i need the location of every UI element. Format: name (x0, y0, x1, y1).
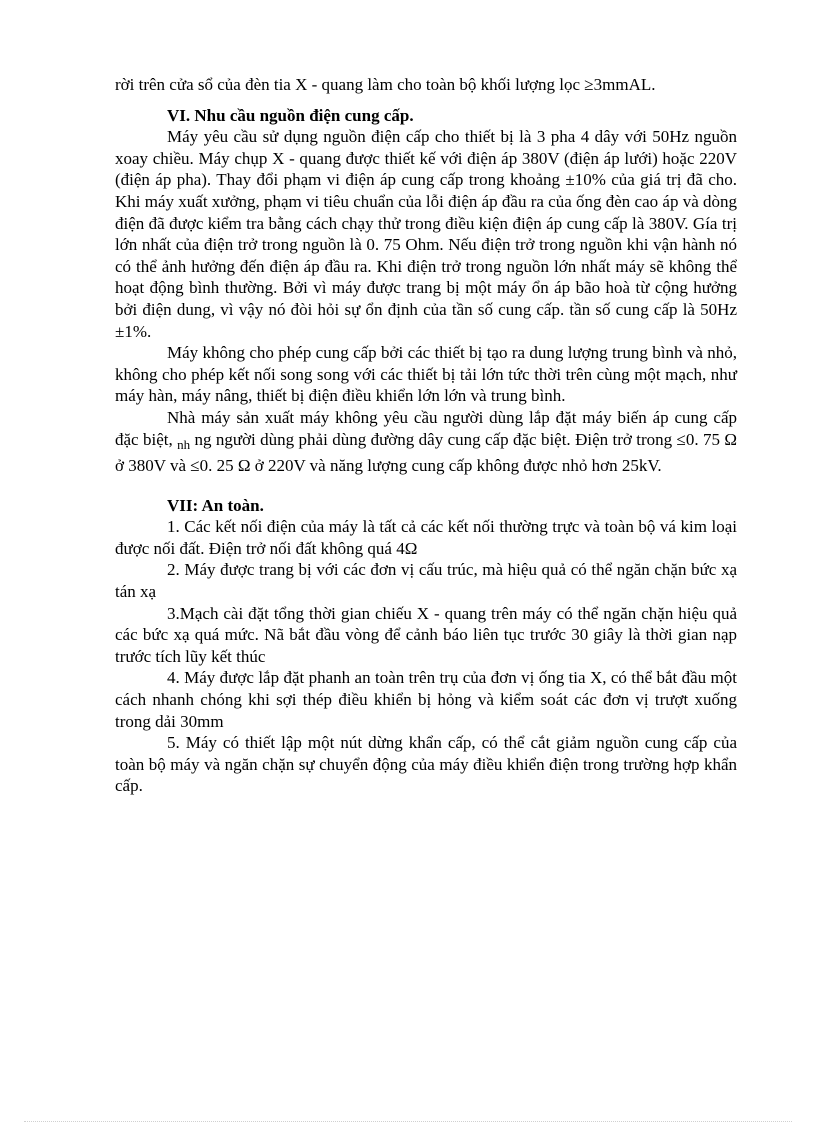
paragraph-3-text-a: Nhà máy sản xuất máy không yêu cầu người dùng lắp đặt máy biến áp cung cấp đặc biệt, (115, 407, 737, 449)
safety-item-4: 4. Máy được lắp đặt phanh an toàn trên trụ của đơn vị ống tia X, có thể bắt đầu một cách nhanh chóng khi sợi thép điều khiển bị hỏng và kiểm soát các đơn vị trượt xuống trong dải 30mm (115, 668, 737, 731)
safety-item-1: 1. Các kết nối điện của máy là tất cả các kết nối thường trực và toàn bộ vá kim loại được nối đất. Điện trở nối đất không quá 4Ω (115, 517, 737, 558)
safety-item-5: 5. Máy có thiết lập một nút dừng khẩn cấp, có thể cắt giảm nguồn cung cấp của toàn bộ máy và ngăn chặn sự chuyển động của máy điều khiển điện trong trường hợp khẩn cấp. (115, 733, 737, 796)
section-6-heading: VI. Nhu cầu nguồn điện cung cấp. (167, 105, 414, 125)
safety-item-3: 3.Mạch cài đặt tổng thời gian chiếu X - quang trên máy có thể ngăn chặn hiệu quả các bức xạ quá mức. Nã bắt đầu vòng để cảnh báo liên tục trước 30 giây là thời gian nạp trước tích lũy kết thúc (115, 603, 737, 666)
section-6-paragraph-2: Máy không cho phép cung cấp bởi các thiết bị tạo ra dung lượng trung bình và nhỏ, không cho phép kết nối song song với các thiết bị tải lớn tức thời trên cùng một mạch, như máy hàn, máy nâng, thiết bị điện điều khiển lớn lớn và trung bình. (115, 343, 737, 406)
safety-item-2: 2. Máy được trang bị với các đơn vị cấu trúc, mà hiệu quả có thể ngăn chặn bức xạ tán xạ (115, 560, 737, 602)
section-6-paragraph-3 (115, 407, 737, 477)
spacer (115, 477, 737, 495)
intro-line: rời trên cửa sổ của đèn tia X - quang làm cho toàn bộ khối lượng lọc ≥3mmAL. (115, 75, 656, 94)
document-page (115, 74, 737, 797)
paragraph-3-subscript: nh (177, 436, 191, 452)
paragraph-3-text-b: ng người dùng phải dùng đường dây cung cấp đặc biệt. Điện trở trong ≤0. 75 Ω ở 380V và ≤0. 25 Ω ở 220V và năng lượng cung cấp không được nhỏ hơn 25kV. (115, 429, 737, 476)
section-7-heading: VII: An toàn. (167, 495, 264, 515)
spacer (115, 96, 737, 105)
page-bottom-divider (24, 1121, 792, 1122)
section-6-paragraph-1: Máy yêu cầu sử dụng nguồn điện cấp cho thiết bị là 3 pha 4 dây với 50Hz nguồn xoay chiều. Máy chụp X - quang được thiết kế với điện áp 380V (điện áp lưới) hoặc 220V (điện áp pha). Thay đổi phạm vi điện áp cung cấp trong khoảng ±10% của giá trị đã cho. Khi máy xuất xưởng, phạm vi tiêu chuẩn của lỗi điện áp đầu ra của ống đèn cao áp và dòng điện đã được kiểm tra bằng cách chạy thử trong điều kiện điện áp cung cấp là 380V. Gía trị lớn nhất của điện trở trong nguồn là 0. 75 Ohm. Nếu điện trở trong nguồn khi vận hành nó có thể ảnh hưởng đến điện áp đầu ra. Khi điện trở trong nguồn lớn nhất máy sẽ không thể hoạt động bình thường. Bởi vì máy được trang bị một máy ổn áp bão hoà từ cộng hưởng bởi điện dung, vì vậy nó đòi hỏi sự ổn định của tần số cung cấp. tần số cung cấp là 50Hz ±1%. (115, 127, 737, 341)
